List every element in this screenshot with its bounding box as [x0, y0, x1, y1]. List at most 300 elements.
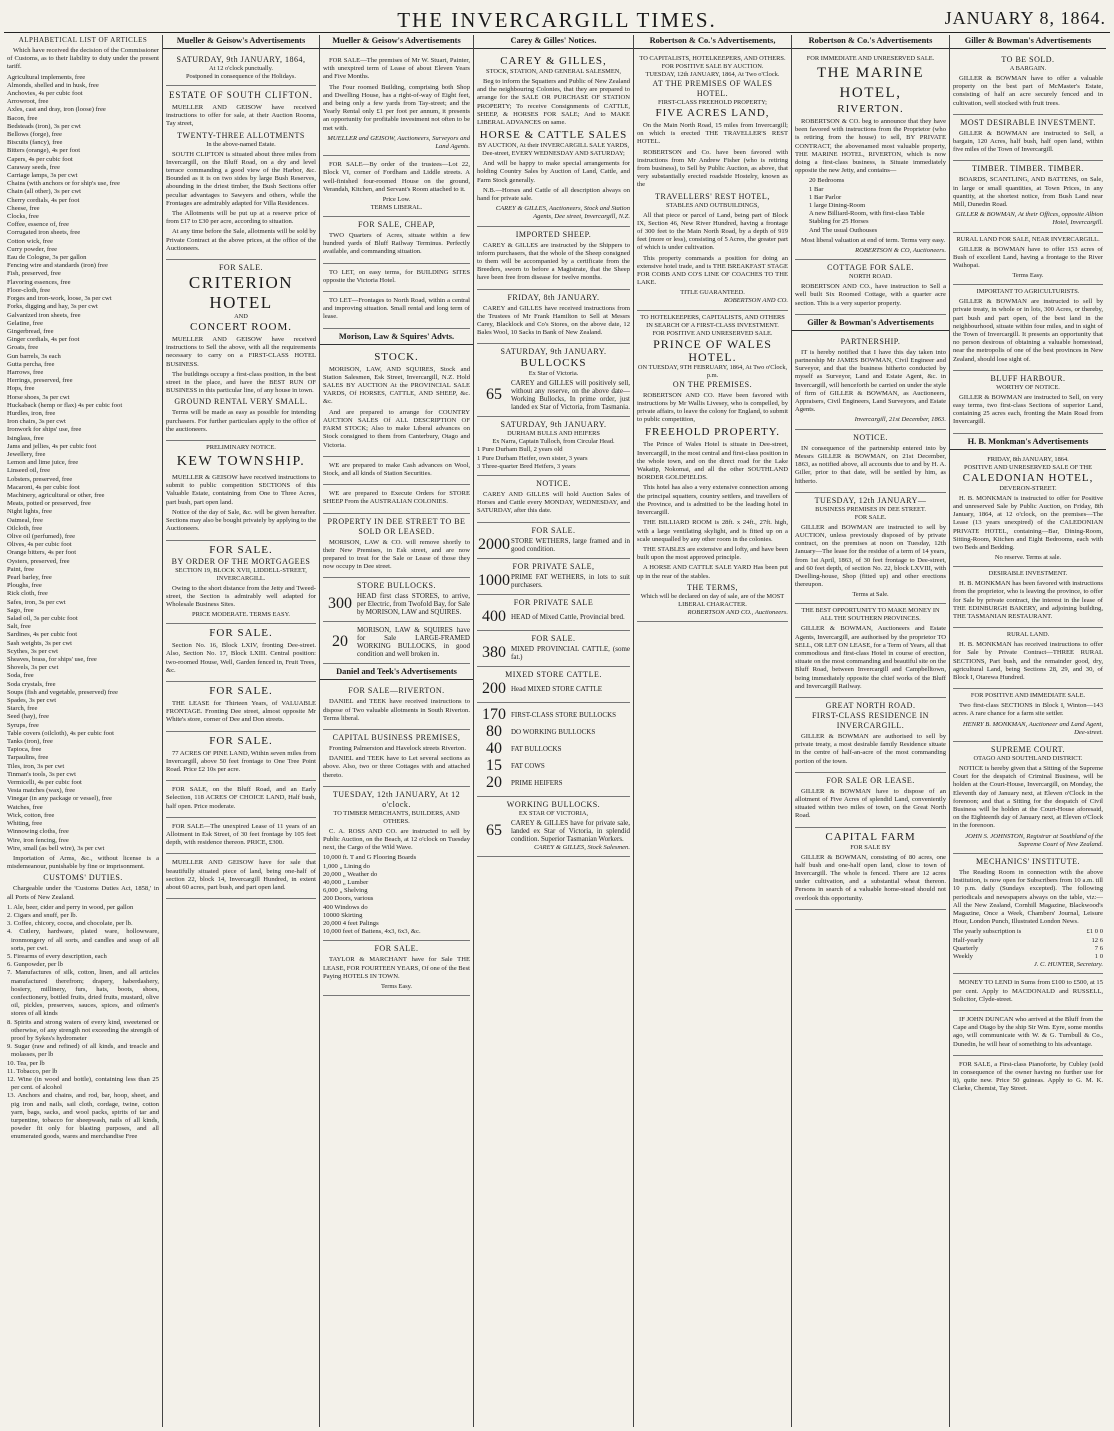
- tariff-items: [7, 74, 159, 853]
- ad-title: FOR PRIVATE SALE: [513, 597, 594, 607]
- tariff-item: Iron chairs, 3s per cwt: [7, 418, 66, 426]
- ad-body: GILLER & BOWMAN are authorised to sell by private treaty, a most desirable family Residence situate in the centre of half-an-acre of the most commanding portion of the town.: [795, 732, 946, 765]
- ad-great-north-road: [795, 698, 946, 773]
- ad-title: FOR SALE.: [209, 627, 273, 640]
- tariff-item: Oysters, preserved, free: [7, 557, 70, 565]
- tariff-item: Flavoring essences, free: [7, 278, 71, 286]
- section-header: Carey & Gilles' Notices.: [474, 35, 633, 49]
- ad-number: 380: [482, 643, 506, 661]
- ad-working-bullocks: [323, 622, 470, 664]
- ad-body-3: GROUND RENTAL VERY SMALL.: [174, 397, 308, 407]
- duties-intro: Chargeable under the 'Customs Duties Act, 1858,' in all Ports of New Zealand.: [7, 885, 159, 901]
- ad-title: FOR PRIVATE SALE,: [512, 561, 595, 571]
- ad-body-3: The Allotments will be put up at a reserve price of from £17 to £30 per acre, according to situation.: [166, 210, 316, 226]
- tariff-item: Almonds, shelled and in husk, free: [7, 81, 99, 89]
- ad-title: STORE BULLOCKS.: [357, 581, 436, 591]
- ad-body: Ex Narra, Captain Tulloch, from Circular Head.: [492, 438, 615, 446]
- ad-and: AND: [234, 313, 248, 321]
- ad-carey-gilles-intro: [477, 52, 630, 227]
- ad-title: FOR SALE.: [209, 734, 273, 747]
- tariff-item: Jewellery, free: [7, 450, 46, 458]
- tariff-item: Bellows (forge), free: [7, 131, 62, 139]
- ad-body: GILLER & BOWMAN are instructed to Sell, on very easy terms, two first-class Sections of superior Land, containing 25 acres each, fronting the Main Road from Invercargill.: [953, 393, 1103, 426]
- stock-count: 20: [486, 773, 502, 791]
- ad-body: FOR SALE—The premises of Mr W. Stuart, Painter, with unexpired term of Lease of about Eleven Years and Five Months.: [323, 57, 470, 81]
- ad-body: GILLER & BOWMAN, Auctioneers and Estate Agents, Invercargill, are authorised by the proprietor TO SELL, OR LET ON LEASE, for a Term of Years, all that commodious and first-class Hotel in course of erection, situate on the most commanding and beautiful site on the Bluff Road, between Invercargill and Campbelltown, being immediately opposite the chief works of the Bluff and Invercargill Railway.: [795, 625, 946, 690]
- ad-bluff-road-land: [166, 781, 316, 818]
- ad-body: TO LET, on easy terms, for BUILDING SITES opposite the Victoria Hotel.: [323, 268, 470, 284]
- room-item: And The usual Outhouses: [809, 226, 878, 234]
- ad-body: ROBERTSON & CO. beg to announce that they have been favored with instructions from the Proprietor (who is retiring from the house) to sell, BY PRIVATE CONTRACT, the abovenamed most valuable property, THE MARINE HOTEL, RIVERTON, which is now doing a first-class business, is Situate immediately opposite the new Jetty, and contains—: [795, 118, 946, 175]
- ad-sale-cheap: [323, 217, 470, 264]
- ad-body-2: DANIEL and TEEK have to Let several sections as above. Also, two or three Cottages with and attached thereto.: [323, 755, 470, 779]
- section-header: Giller & Bowman's Advertisements: [950, 35, 1106, 49]
- tariff-item: Spades, 3s per cwt: [7, 697, 57, 705]
- ad-kew-township: [166, 441, 316, 540]
- ad-body-3: And will be happy to make special arrangements for holding Country Sales by Auction of Land, Cattle, and Farm Stock generally.: [477, 160, 630, 184]
- ad-mid-title: HORSE & CATTLE SALES: [479, 129, 628, 142]
- ad-signature: JOHN S. JOHNSTON, Registrar at Southland of the Supreme Court of New Zealand.: [965, 832, 1103, 848]
- ad-body: PRIME FAT WETHERS, in lots to suit purchasers.: [511, 572, 630, 589]
- duties-title: CUSTOMS' DUTIES.: [43, 873, 123, 883]
- tariff-item: Tapioca, free: [7, 746, 42, 754]
- tariff-item: Capers, 4s per cubic foot: [7, 155, 73, 163]
- ad-terms: Terms at Sale.: [852, 591, 889, 599]
- room-item: 1 Bar: [809, 185, 824, 193]
- ad-body: CAREY and GILLES have received instructions from the Trustees of Mr Frank Hamilton to Sell at Messrs Carey, Blacklock and Co's Stores, on the above date, 12 Bales Wool, 10 Sacks in Bank of New Zealand.: [477, 304, 630, 337]
- tariff-item: Tanks (iron), free: [7, 738, 53, 746]
- tariff-item: Soups (fish and vegetable, preserved) free: [7, 688, 118, 696]
- tariff-item: Arrowroot, free: [7, 98, 49, 106]
- tariff-item: Meats, potted or preserved, free: [7, 500, 91, 508]
- ad-signature: ROBERTSON & CO, Auctioneers.: [855, 247, 946, 255]
- rate-label: The yearly subscription is: [953, 928, 1022, 936]
- tariff-item: Starch, free: [7, 705, 38, 713]
- ad-esk-street-lease: [166, 818, 316, 855]
- ad-note: Postponed in consequence of the Holidays.: [185, 73, 297, 80]
- section-header-daniel-teek: Daniel and Teek's Advertisements: [320, 666, 473, 680]
- tariff-item: Caraway seeds, free: [7, 163, 60, 171]
- ad-subtitle-2: FIRST-CLASS FREEHOLD PROPERTY;: [658, 99, 767, 106]
- duty-item: 3. Coffee, chicory, cocoa, and chocolate, per lb.: [7, 920, 133, 928]
- tariff-item: Bedsteads (iron), 3s per cwt: [7, 122, 81, 130]
- ad-title: RURAL LAND FOR SALE, NEAR INVERCARGILL.: [956, 235, 1100, 243]
- ad-mid-title: TRAVELLERS' REST HOTEL,: [655, 191, 770, 201]
- ad-stuart-premises: [323, 52, 470, 156]
- ad-title: TUESDAY, 12th JANUARY—: [814, 495, 927, 505]
- ad-subtitle: BY ORDER OF THE MORTGAGEES: [171, 556, 311, 566]
- ad-mechanics-institute: [953, 854, 1103, 974]
- ad-imported-sheep: [477, 227, 630, 290]
- ad-title: GREAT NORTH ROAD.: [825, 700, 916, 710]
- ad-caledonian-hotel: [953, 453, 1103, 567]
- ad-body-4: Terms will be made as easy as possible for intending purchasers. For further particulars apply to the office of the auctioneers.: [166, 409, 316, 433]
- ad-travellers-rest: [637, 52, 788, 311]
- ad-body: IT is hereby notified that I have this day taken into partnership Mr JAMES BOWMAN, Civil Engineer and Surveyor, and that the business hitherto conducted by myself as Surveyor, Land and Estate Agent, &c. in Invercargill, will henceforth be carried on under the style of firm of GILLER & BOWMAN, as Auctioneers, Appraisers, Civil Engineers, Land Surveyors, and Estate Agents.: [795, 348, 946, 414]
- tariff-item: Hurdles, iron, free: [7, 409, 56, 417]
- ad-mid-title: RIVERTON.: [837, 103, 904, 115]
- ad-body: GILLER & BOWMAN are instructed to Sell, a bargain, 120 Acres, half bush, half open land, within five miles of the Town of Invercargill.: [953, 129, 1103, 154]
- ad-body-2: Notice of the day of Sale, &c. will be given hereafter. Sections may also be bought privately by applying to the Auctioneers.: [166, 508, 316, 533]
- rate-row: [953, 937, 1103, 945]
- ad-title: STOCK.: [374, 350, 419, 363]
- tariff-item: Sago, free: [7, 606, 34, 614]
- timber-list: [323, 854, 470, 936]
- tariff-item: Syrups, free: [7, 721, 39, 729]
- ad-signature: ROBERTSON AND CO., Auctioneers.: [687, 608, 788, 616]
- ad-body: DANIEL and TEEK have received instructions to dispose of Two valuable allotments in South Riverton. Terms liberal.: [323, 698, 470, 722]
- stock-count: 80: [486, 722, 502, 740]
- ad-title: BLUFF HARBOUR.: [990, 373, 1066, 383]
- ad-notice: [795, 430, 946, 493]
- ad-title: MOST DESIRABLE INVESTMENT.: [960, 117, 1096, 127]
- tariff-item: Winnowing cloths, free: [7, 828, 69, 836]
- ad-store-wethers: [477, 523, 630, 559]
- ad-provincial-cattle: [477, 631, 630, 667]
- ad-bullocks-list: [477, 703, 630, 797]
- timber-item: 200 Doors, various: [323, 895, 374, 903]
- ad-body: SECTION 19, BLOCK XVII, LIDDELL-STREET, INVERCARGILL.: [175, 566, 307, 582]
- timber-item: 10000 Skirting: [323, 911, 363, 919]
- tariff-item: Linseed oil, free: [7, 467, 51, 475]
- tariff-item: Ploughs, free: [7, 582, 42, 590]
- ad-south-clifton: [166, 86, 316, 260]
- newspaper-title: THE INVERCARGILL TIMES.: [397, 8, 717, 32]
- ad-sale-or-lease: [795, 773, 946, 828]
- tariff-item: Axles, cast and dray, iron (loose) free: [7, 106, 106, 114]
- tariff-item: Forges and iron-work, loose, 3s per cwt: [7, 295, 112, 303]
- tariff-item: Cotton wick, free: [7, 237, 53, 245]
- stock-count: 15: [486, 756, 502, 774]
- tariff-item: Bitters (orange), 4s per foot: [7, 147, 81, 155]
- tariff-item: Whiting, free: [7, 820, 43, 828]
- ad-body-2: And are prepared to arrange for COUNTRY AUCTION SALES Of ALL DESCRIPTION OF FARM STOCK; Also to make Liberal advances on Stock consigned to them from Canterbury, Otago and Victoria.: [323, 408, 470, 449]
- ad-body: IF JOHN DUNCAN who arrived at the Bluff from the Cape and Otago by the ship Sir Wm. Eyre, some months ago, will communicate with W. & G. Turnbull & Co., Dunedin, he will hear of something to his advantage.: [953, 1016, 1103, 1048]
- tariff-item: Chains (with anchors or for ship's use, free: [7, 180, 120, 188]
- column-robertson-giller: [792, 35, 950, 1427]
- tariff-item: Wire, iron fencing, free: [7, 836, 69, 844]
- tariff-item: Fish, preserved, free: [7, 270, 61, 278]
- ad-title: WORKING BULLOCKS.: [506, 799, 601, 809]
- ad-business-premises: [323, 730, 470, 787]
- room-item: 1 large Dining-Room: [809, 202, 866, 210]
- tariff-item: Tiles, iron, 3s per cwt: [7, 762, 65, 770]
- ad-body: H. B. MONKMAN is instructed to offer for Positive and unreserved Sale by Public Auction, on Friday, 8th January, 1864, at 12 o'clock, on the premises—The Lease (13 years unexpired) of the CALEDONIAN PRIVATE HOTEL, containing—Bar, Dining-Room, Sitting-Room, Kitchen and Eight Bedrooms, each with two Beds and Bedding.: [953, 494, 1103, 551]
- ad-number: 300: [328, 595, 352, 613]
- ad-body: HEAD first class STORES, to arrive, per Electric, from Twofold Bay, for Sale by MORISON, LAW and SQUIRES.: [357, 592, 470, 617]
- rate-row: [953, 928, 1103, 936]
- tariff-item: Sash weights, 3s per cwt: [7, 639, 73, 647]
- ad-title: COTTAGE FOR SALE.: [827, 263, 914, 273]
- duty-item: 10. Tea, per lb: [7, 1059, 45, 1067]
- ad-body-2: Most liberal valuation at end of term. Terms very easy.: [801, 236, 946, 244]
- rate-value: 1 0: [1094, 953, 1103, 961]
- tariff-item: Vesta matches (wax), free: [7, 787, 76, 795]
- subscription-rates: [953, 928, 1103, 961]
- column-giller-monkman: [950, 35, 1106, 1427]
- ad-time: At 12 o'clock punctually.: [209, 65, 273, 72]
- ad-fat-wethers: [477, 559, 630, 595]
- ad-body: MORISON, LAW & SQUIRES have for Sale LARGE-FRAMED WORKING BULLOCKS, in good condition and well broken in.: [357, 626, 470, 659]
- ad-title: RURAL LAND.: [1006, 631, 1050, 639]
- tariff-item: Fencing wire and standards (iron) free: [7, 262, 108, 270]
- ad-date: TUESDAY, 12th JANUARY, 1864, At Two o'Clock.: [645, 71, 780, 78]
- timber-item: 20,000 „ Weather do: [323, 870, 378, 878]
- tariff-item: Wick, cotton, free: [7, 811, 55, 819]
- ad-prince-of-wales: [637, 311, 788, 622]
- ad-body: CAREY & GILLES are instructed by the Shippers to inform purchasers, that the whole of the Sheep consigned to them will be accompanied by a certificate from the Breeders, sworn to before a Magistrate, that the Sheep have been free from disease for twelve months.: [477, 241, 630, 282]
- ad-big-title: PRINCE OF WALES HOTEL.: [653, 336, 772, 364]
- durham-item: 1 Pure Durham Heifer, own sister, 3 years: [477, 454, 588, 462]
- ad-body-7: Which will be declared on day of sale, are of the MOST LIBERAL CHARACTER.: [640, 592, 785, 608]
- ad-body: FOR SALE, a First-class Pianoforte, by Cubley (sold in consequence of the owner having no further use for it), quite new. Price 50 guineas. Apply to G. M. K. Clarke, Chemist, Tay Street.: [953, 1060, 1103, 1093]
- ad-body-2: The Prince of Wales Hotel is situate in Dee-street, Invercargill, in the most central and first-class position in the whole town, and on the direct road for the Lake Wakatip, Nokomai, and all the other SOUTHLAND BORDER GOLDFIELDS.: [637, 441, 788, 482]
- tariff-item: Safes, iron, 3s per cwt: [7, 598, 66, 606]
- ad-date: SATURDAY, 9th JANUARY, 1864,: [176, 55, 306, 64]
- ad-marine-hotel: [795, 52, 946, 260]
- room-item: Stabling for 25 Horses: [809, 218, 869, 226]
- ad-body: Fronting Palmerston and Havelock streets Riverton.: [329, 744, 466, 752]
- ad-body: Beg to inform the Squatters and Public of New Zealand and the neighbouring Colonies, that they are prepared to arrange for the SALE OR PURCHASE OF STATION PROPERTY; To receive Consignments of CATTLE, SHEEP, & HORSES FOR SALE; And to MAKE LIBERAL ADVANCES on same.: [477, 78, 630, 127]
- tariff-item: Watches, free: [7, 803, 43, 811]
- tariff-item: Orange bitters, 4s per foot: [7, 549, 77, 557]
- ad-big-title: CRITERION HOTEL: [188, 273, 294, 313]
- tariff-item: Gutta percha, free: [7, 360, 55, 368]
- ad-body-3: PRICE MODERATE. TERMS EASY.: [192, 611, 290, 619]
- tariff-item: Cherry cordials, 4s per foot: [7, 196, 80, 204]
- ad-terms: Terms Easy.: [1012, 272, 1044, 280]
- ad-mid-title: CONCERT ROOM.: [190, 321, 292, 334]
- ad-mid-title: FREEHOLD PROPERTY.: [644, 426, 781, 439]
- rate-label: Weekly: [953, 953, 973, 961]
- stock-count: 40: [486, 739, 502, 757]
- duties-list: [7, 904, 159, 1142]
- ad-place: ON THE PREMISES.: [672, 379, 753, 389]
- ad-subtitle: OTAGO AND SOUTHLAND DISTRICT.: [973, 754, 1083, 762]
- ad-title: FOR SALE—RIVERTON.: [348, 686, 445, 696]
- ad-hotel-lease: [323, 941, 470, 996]
- ad-desirable-investment: [953, 115, 1103, 162]
- ad-body: BOARDS, SCANTLING, AND BATTENS, on Sale, in large or small quantities, at Town Prices, in any quantity, at the shortest notice, from Bush Land near Mill, Dunedin Road.: [953, 176, 1103, 209]
- tariff-item: Herrings, preserved, free: [7, 377, 73, 385]
- ad-store-bullocks: [323, 578, 470, 622]
- ad-dee-street-property: [323, 514, 470, 579]
- section-header-morison: Morison, Law & Squires' Advts.: [320, 331, 473, 345]
- ad-building-sites: [323, 264, 470, 292]
- ad-body: H. B. MONKMAN has been favored with instructions from the proprietor, who is leaving the province, to offer for Sale by private contract, the interest in the lease of THE EDINBURGH BAKERY, and adjoining building, THE TASMANIAN RESTAURANT.: [953, 580, 1103, 620]
- ad-body: MIXED PROVINCIAL CATTLE, (some fat.): [511, 644, 630, 661]
- ad-body: ROBERTSON AND CO. Have been favored with instructions by Mr Wallis Livesey, who is compelled, by private affairs, to leave the colony for England, to submit to public competition,: [637, 391, 788, 424]
- ad-title: SATURDAY, 9th JANUARY.: [500, 420, 607, 430]
- ad-title: FOR POSITIVE AND IMMEDIATE SALE.: [970, 692, 1086, 700]
- ad-mortgagee-sale: [166, 541, 316, 625]
- tariff-item: Seed (hay), free: [7, 713, 49, 721]
- tariff-item: Shovels, 3s per cwt: [7, 664, 59, 672]
- ad-body: HEAD of Mixed Cattle, Provincial bred.: [511, 612, 625, 621]
- stock-row: [477, 741, 630, 757]
- ad-body-5: TITLE GUARANTEED.: [680, 289, 745, 297]
- ad-wool-sale: [477, 290, 630, 345]
- ad-signature: GILLER & BOWMAN, At their Offices, opposite Albion Hotel, Invercargill.: [955, 211, 1103, 227]
- ad-rural-land: [953, 233, 1103, 286]
- ad-signature: ROBERTSON AND CO.: [723, 297, 788, 305]
- tariff-item: Sheaves, brass, for ships' use, free: [7, 656, 97, 664]
- rate-label: Quarterly: [953, 944, 979, 952]
- ad-body: TO LET—Frontages to North Road, within a central and improving situation. Small rental and long term of lease.: [323, 297, 470, 321]
- ad-title: FOR SALE.: [218, 263, 264, 273]
- duty-item: 12. Wine (in wood and bottle), containing less than 25 per cent. of alcohol: [7, 1075, 159, 1092]
- ad-title: NOTICE.: [536, 479, 571, 489]
- ad-title: THE BEST OPPORTUNITY TO MAKE MONEY IN ALL THE SOUTHERN PROVINCES.: [801, 607, 940, 623]
- ad-subtitle: A BARGAIN.: [1009, 65, 1047, 72]
- ad-rural-sections: [953, 628, 1103, 689]
- tariff-item: Soda crystals, free: [7, 680, 56, 688]
- tariff-item: Gun barrels, 3s each: [7, 352, 61, 360]
- ad-body: NOTICE is hereby given that a Sitting of the Supreme Court for the despatch of Criminal Business, will be holden at the Court-House, Invercargill, on Monday, the Eleventh day of January next, at Eleven o'Clock in the forenoon; and that a Sitting for the despatch of Civil Business will be holden at the Court-House aforesaid, on the Eighteenth day of January next, at Eleven o'Clock in the forenoon.: [953, 764, 1103, 830]
- ad-subtitle: STOCK, STATION, AND GENERAL SALESMEN,: [486, 68, 621, 75]
- ad-title: MECHANICS' INSTITUTE.: [976, 856, 1080, 866]
- ad-body: MUELLER & GEISOW have received instructions to submit to public competition SECTIONS of this Valuable Estate, containing from One to Three Acres, part bush, part open land.: [166, 474, 316, 506]
- ad-body-2: SOUTH CLIFTON is situated about three miles from Invercargill, on the Bluff Road, on a dry and level terrace commanding a good view of the Harbor, &c. Bounded as it is on two sides by large Bush Reserves, abounding in the driest timber, the Bush Sections offer peculiar advantages to Sawyers and others, while the Frontages are admirably adapted for Villa Residences.: [166, 150, 316, 207]
- ad-store-sheep: [323, 485, 470, 513]
- durham-item: 3 Three-quarter Bred Heifers, 3 years: [477, 462, 576, 470]
- tariff-item: Eau de Cologne, 3s per gallon: [7, 254, 87, 262]
- tariff-item: Anchovies, 4s per cubic foot: [7, 90, 83, 98]
- rooms-list: [795, 177, 946, 234]
- masthead: [4, 6, 1110, 33]
- ad-bullocks-sale: [477, 344, 630, 417]
- ad-body: FOR SALE—The unexpired Lease of 11 years of an Allotment in Esk Street, of 30 feet frontage by 105 feet depth, with residence thereon. PRICE, £300.: [166, 822, 316, 847]
- duty-item: 11. Tobacco, per lb: [7, 1067, 58, 1075]
- ad-subtitle-2: DEVERON-STREET.: [999, 484, 1057, 492]
- ad-body: The Reading Room in connection with the above Institution, is now open for Subscribers from 10 a.m. till 10 p.m. daily (Sundays excepted). The following periodicals and newspapers always on the table, viz:—All the New Zealand, Cornhill Magazine, Blackwood's Magazine, Once a Week, Chambers' Journal, Leisure Hour, London Punch, Illustrated London News.: [953, 868, 1103, 926]
- ad-terms: No reserve. Terms at sale.: [994, 554, 1062, 562]
- ad-subtitle: EX STAR OF VICTORIA,: [518, 809, 589, 817]
- ad-body: CAREY & GILLES have for private sale, landed ex Star of Victoria, in splendid condition. Superior Tasmanian Workers.: [511, 818, 630, 843]
- ad-signature: CAREY & GILLES, Auctioneers, Stock and Station Agents, Dee street, Invercargill, N.Z.: [495, 205, 630, 221]
- rate-value: 12 6: [1091, 936, 1103, 944]
- ad-title: NOTICE.: [853, 432, 888, 442]
- ad-riverton: [323, 683, 470, 730]
- ad-north-road-frontages: [323, 292, 470, 329]
- section-header-monkman: H. B. Monkman's Advertisements: [950, 436, 1106, 450]
- tariff-item: Hops, free: [7, 385, 35, 393]
- ad-title: FOR SALE.: [374, 944, 419, 954]
- ad-subtitle: TO CAPITALISTS, HOTELKEEPERS, AND OTHERS.: [639, 55, 786, 62]
- ad-best-opportunity: [795, 604, 946, 698]
- ad-body: MORISON, LAW, AND SQUIRES, Stock and Station Salesmen, Esk Street, Invercargill, N.Z. Hold SALES BY AUCTION At the PROVINCIAL SALE YARDS, Of HORSES, CATTLE, AND SHEEP, &c. &c.: [323, 365, 470, 406]
- ad-number: 65: [486, 386, 502, 404]
- tariff-item: Huckaback (hemp or flax) 4s per cubic foot: [7, 401, 123, 409]
- ad-mixed-cattle: [477, 595, 630, 631]
- ad-body: FOR SALE, on the Bluff Road, and an Early Selection, 118 ACRES OF CHOICE LAND, Half bush, half open. Price moderate.: [166, 786, 316, 810]
- ad-body: GILLER & BOWMAN have to offer a valuable property on the best part of McMaster's Estate, consisting of half an acre securely fenced and in cultivation, well stocked with fruit trees.: [953, 75, 1103, 107]
- room-item: 1 Bar Parlor: [809, 193, 842, 201]
- column-mueller-geisow-1: [163, 35, 320, 1427]
- tariff-item: Cheese, free: [7, 204, 40, 212]
- tariff-item: Gelatine, free: [7, 319, 43, 327]
- ad-signature: CAREY & GILLES, Stock Salesmen.: [534, 843, 630, 851]
- ad-body: MORISON, LAW & CO. will remove shortly to their New Premises, in Esk street, and are now prepared to treat for the Sale or Lease of those they now occupy in Dee street.: [323, 538, 470, 571]
- ad-dee-street-premises: [795, 493, 946, 605]
- ad-title: FOR SALE, CHEAP,: [358, 220, 435, 230]
- ad-body: THE LEASE for Thirteen Years, of VALUABLE FRONTAGE. Fronting Dee street, almost opposite Mr White's store, corner of Dee and Don streets.: [166, 699, 316, 724]
- ad-mixed-store-cattle: [477, 667, 630, 703]
- ad-title: SUPREME COURT.: [991, 744, 1065, 754]
- ad-title: TO BE SOLD.: [1001, 55, 1055, 64]
- timber-item: 10,000 ft. T and G Flooring Boards: [323, 854, 417, 862]
- tariff-item: Corrugated iron sheets, free: [7, 229, 81, 237]
- tariff-item: Salad oil, 3s per cubic foot: [7, 615, 78, 623]
- ad-edinburgh-bakery: [953, 567, 1103, 628]
- tariff-item: Bacon, free: [7, 114, 38, 122]
- ad-subtitle: BUSINESS PREMISES IN DEE STREET.: [815, 505, 926, 513]
- stock-label: DO WORKING BULLOCKS: [511, 727, 596, 736]
- ad-pianoforte: [953, 1056, 1103, 1100]
- ad-title: TIMBER. TIMBER. TIMBER.: [972, 164, 1084, 174]
- column-tariff-list: [4, 35, 163, 1427]
- arms-note: Importation of Arms, &c., without license is a misdemeanour, punishable by fine or imprisonment.: [7, 854, 159, 871]
- stock-row: [477, 758, 630, 774]
- ad-title: CAPITAL BUSINESS PREMISES,: [332, 732, 461, 742]
- tariff-item: Ginger cordials, 4s per foot: [7, 336, 80, 344]
- tariff-item: Paint, free: [7, 565, 35, 573]
- ad-subtitle: FOR SALE BY: [850, 843, 891, 851]
- tariff-item: Oilcloth, free: [7, 524, 43, 532]
- ad-body-2: The buildings occupy a first-class position, in the best street in the place, and have the BEST RUN OF BUSINESS in this particular line, of any house in town.: [166, 370, 316, 395]
- ad-price: Price Low.: [382, 196, 411, 204]
- ad-subtitle: TO TIMBER MERCHANTS, BUILDERS, AND OTHERS.: [333, 809, 460, 825]
- ad-body-3: This hotel has also a very extensive connection among the principal squatters, country settlers, and travellers of the Province, and is admitted to be the leading hotel in Invercargill.: [637, 484, 788, 517]
- tariff-item: Sardines, 4s per cubic foot: [7, 631, 78, 639]
- ad-bluff-harbour: [953, 371, 1103, 434]
- ad-big-title: FIVE ACRES LAND,: [655, 107, 770, 119]
- ad-body-2: BY AUCTION, At their INVERCARGILL SALE YARDS, Dee-street, EVERY WEDNESDAY AND SATURDAY;: [477, 142, 630, 158]
- ad-title: FOR IMMEDIATE AND UNRESERVED SALE.: [806, 55, 935, 62]
- ad-section-16: [166, 624, 316, 682]
- ad-mid-title-2: THE TERMS,: [686, 582, 739, 592]
- ad-big-title: BULLOCKS: [520, 357, 587, 370]
- ad-body: 77 ACRES OF PINE LAND, Within seven miles from Invercargill, above 50 feet frontage to One Tree Point Road. Price £2 10s per acre.: [166, 749, 316, 773]
- ad-number: 1000: [478, 571, 510, 589]
- ad-big-title: CALEDONIAN HOTEL,: [962, 471, 1094, 484]
- ad-title: FOR SALE.: [209, 684, 273, 697]
- ad-title: PROPERTY IN DEE STREET TO BE SOLD OR LEASED.: [327, 516, 466, 536]
- stock-label: FAT BULLOCKS: [511, 744, 562, 753]
- ad-body: ROBERTSON AND CO., have instruction to Sell a well built Six Roomed Cottage, with a quarter acre section. This is a very superior property.: [795, 283, 946, 307]
- timber-item: 1,000 „ Lining do: [323, 862, 370, 870]
- tariff-item: Coffee, essence of, free: [7, 221, 69, 229]
- duty-item: 2. Cigars and snuff, per lb.: [7, 911, 78, 919]
- ad-terms: Terms Easy.: [380, 983, 413, 990]
- duty-item: 8. Spirits and strong waters of every kind, sweetened or otherwise, of any strength not exceeding the strength of proof by Sykes's hydrometer: [7, 1018, 159, 1042]
- ad-cash-advances: [323, 457, 470, 485]
- ad-title: PRELIMINARY NOTICE.: [206, 444, 276, 452]
- tariff-item: Horse shoes, 3s per cwt: [7, 393, 70, 401]
- issue-date: JANUARY 8, 1864.: [944, 8, 1106, 28]
- duty-item: 9. Sugar (raw and refined) of all kinds, and treacle and molasses, per lb: [7, 1043, 159, 1059]
- ad-place: AT THE PREMISES OF WALES HOTEL.: [652, 79, 773, 98]
- ad-subtitle: NORTH ROAD.: [849, 273, 892, 281]
- duty-item: 4. Cutlery, hardware, plated ware, hollowware, ironmongery of all sorts, and candles and soap of all sorts, per cwt.: [7, 928, 159, 952]
- ad-number: 200: [482, 679, 506, 697]
- ad-body: MONEY TO LEND in Sums from £100 to £500, at 15 per cent. Apply to MACDONALD and RUSSELL, Solicitor, Clyde-street.: [953, 979, 1103, 1003]
- ad-body: GILLER & BOWMAN are instructed to sell by private treaty, in whole or in lots, 300 Acres, or thereby, part bush and part open, of the best land in the neighbourhood, situate within four miles, and in sight of the Town of Invercargill. It presents an opportunity that no person desirous of obtaining a valuable homestead, near the metropolis of one of the best provinces in New Zealand, should lose sight of.: [953, 298, 1103, 363]
- tariff-item: Curry powder, free: [7, 245, 58, 253]
- tariff-item: Groats, free: [7, 344, 39, 352]
- ad-big-title: KEW TOWNSHIP.: [176, 454, 306, 470]
- ad-subtitle-3: STABLES AND OUTBUILDINGS,: [665, 201, 760, 209]
